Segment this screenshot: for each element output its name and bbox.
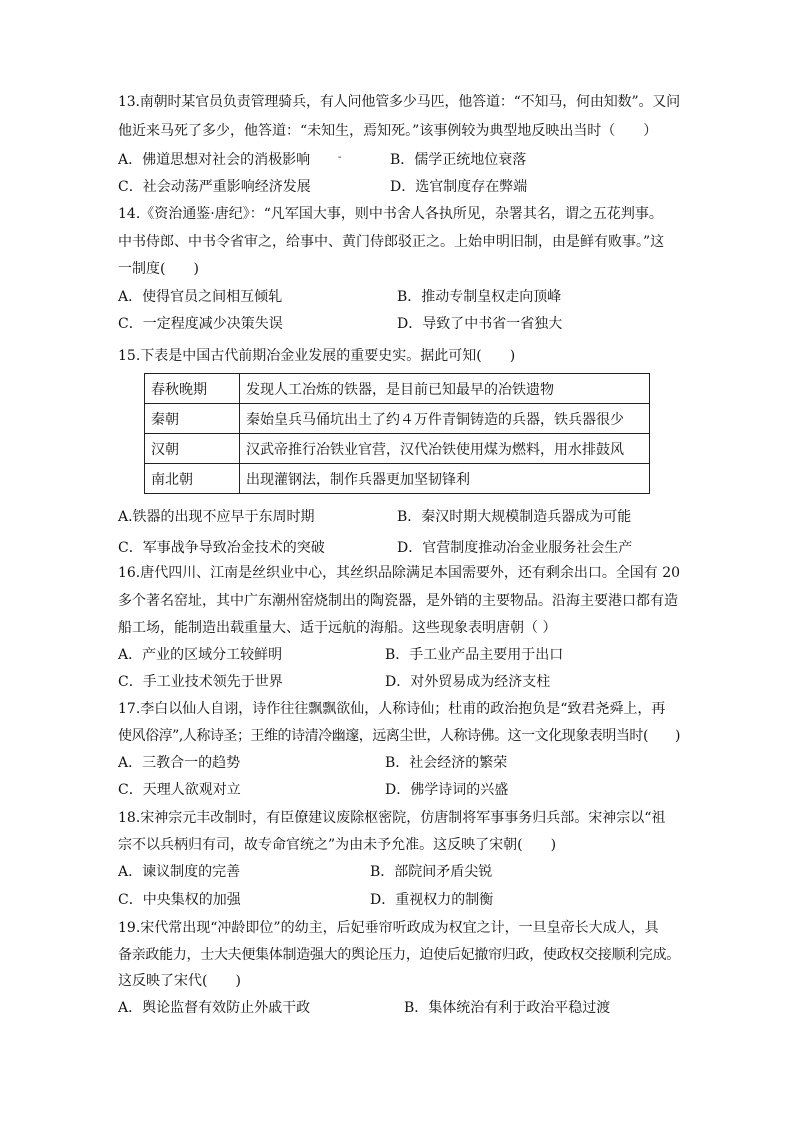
q14-option-b: B．推动专制皇权走向顶峰 [397, 289, 562, 305]
q14-option-a: A．使得官员之间相互倾轧 [118, 289, 283, 305]
q13-stem-line-2: 他近来马死了多少，他答道：“未知生，焉知死。”该事例较为典型地反映出当时（ ） [118, 123, 658, 139]
table-row [145, 434, 650, 464]
q14-stem-line-2: 中书侍郎、中书令省审之，给事中、黄门侍郎驳正之。上始申明旧制，由是鲜有败事。”这 [118, 234, 665, 250]
q14-option-d: D．导致了中书省一省独大 [397, 316, 563, 332]
q19-stem-line-3: 这反映了宋代( ) [118, 973, 241, 989]
q15-option-c: C．军事战争导致冶金技术的突破 [118, 540, 325, 556]
q16-option-c: C．手工业技术领先于世界 [118, 674, 283, 690]
table-fact-cell: 秦始皇兵马俑坑出土了约４万件青铜铸造的兵器，铁兵器很少 [240, 404, 650, 434]
table-row [145, 464, 650, 494]
q14-stem-line-3: 一制度( ) [118, 261, 199, 277]
q13-option-a: A．佛道思想对社会的消极影响 [118, 152, 311, 168]
q17-option-b: B．社会经济的繁荣 [385, 755, 508, 771]
q17-option-c: C．天理人欲观对立 [118, 782, 241, 798]
q19-option-b: B．集体统治有利于政治平稳过渡 [404, 1000, 611, 1016]
table-row [145, 404, 650, 434]
q19-stem-line-2: 备亲政能力，士大夫便集体制造强大的舆论压力，迫使后妃撤帘归政，使政权交接顺利完成。 [118, 947, 680, 963]
table-fact-cell: 发现人工冶炼的铁器，是目前已知最早的冶铁遗物 [240, 374, 650, 404]
q18-option-d: D．重视权力的制衡 [370, 892, 494, 908]
q16-option-d: D．对外贸易成为经济支柱 [385, 674, 551, 690]
q16-option-b: B．手工业产品主要用于出口 [385, 647, 564, 663]
table-row [145, 374, 650, 404]
q13-stem-line-1: 13.南朝时某官员负责管理骑兵，有人问他管多少马匹，他答道：“不知马，何由知数”。又问 [118, 94, 680, 110]
q18-stem-line-2: 宗不以兵柄归有司，故专命官统之”为由未予允准。这反映了宋朝( ) [118, 837, 557, 853]
stray-mark: - [338, 152, 342, 163]
q13-option-b: B．儒学正统地位衰落 [390, 152, 527, 168]
table-era-cell: 南北朝 [145, 464, 240, 494]
q19-option-a: A．舆论监督有效防止外戚干政 [118, 1000, 311, 1016]
q15-stem-line-1: 15.下表是中国古代前期冶金业发展的重要史实。据此可知( ) [118, 348, 516, 364]
q14-stem-line-1: 14.《资治通鉴·唐纪》：“凡军国大事，则中书舍人各执所见，杂署其名，谓之五花判事。 [118, 206, 663, 222]
table-fact-cell: 出现灌钢法，制作兵器更加坚韧锋利 [240, 464, 650, 494]
q16-stem-line-1: 16.唐代四川、江南是丝织业中心，其丝织品除满足本国需要外，还有剩余出口。全国有 20 [118, 565, 680, 581]
q17-stem-line-1: 17.李白以仙人自诩，诗作往往飘飘欲仙，人称诗仙；杜甫的政治抱负是“致君尧舜上，再 [118, 701, 666, 717]
q16-stem-line-3: 船工场，能制造出载重量大、适于远航的海船。这些现象表明唐朝（ ） [118, 620, 557, 636]
q15-option-a: A.铁器的出现不应早于东周时期 [118, 509, 315, 525]
table-era-cell: 汉朝 [145, 434, 240, 464]
q13-option-c: C．社会动荡严重影响经济发展 [118, 179, 311, 195]
q17-stem-line-2: 使风俗淳”,人称诗圣；王维的诗清冷幽邃，远离尘世，人称诗佛。这一文化现象表明当时( ) [118, 728, 680, 744]
table-fact-cell: 汉武帝推行冶铁业官营，汉代冶铁使用煤为燃料，用水排鼓风 [240, 434, 650, 464]
q15-history-table [144, 373, 650, 494]
q18-option-b: B．部院间矛盾尖锐 [370, 864, 493, 880]
q13-option-d: D．选官制度存在弊端 [390, 179, 528, 195]
q18-option-a: A．谏议制度的完善 [118, 864, 241, 880]
q17-option-a: A．三教合一的趋势 [118, 755, 241, 771]
q16-stem-line-2: 多个著名窑址，其中广东潮州窑烧制出的陶瓷器，是外销的主要物品。沿海主要港口都有造 [118, 593, 678, 609]
q14-option-c: C．一定程度减少决策失误 [118, 316, 283, 332]
table-era-cell: 春秋晚期 [145, 374, 240, 404]
q18-option-c: C．中央集权的加强 [118, 892, 241, 908]
table-era-cell: 秦朝 [145, 404, 240, 434]
q17-option-d: D．佛学诗词的兴盛 [385, 782, 509, 798]
q16-option-a: A．产业的区域分工较鲜明 [118, 647, 283, 663]
q15-option-b: B．秦汉时期大规模制造兵器成为可能 [397, 509, 632, 525]
q15-option-d: D．官营制度推动冶金业服务社会生产 [397, 540, 633, 556]
q19-stem-line-1: 19.宋代常出现“冲龄即位”的幼主，后妃垂帘听政成为权宜之计，一旦皇帝长大成人，具 [118, 920, 659, 936]
q18-stem-line-1: 18.宋神宗元丰改制时，有臣僚建议废除枢密院，仿唐制将军事事务归兵部。宋神宗以“祖 [118, 810, 666, 826]
